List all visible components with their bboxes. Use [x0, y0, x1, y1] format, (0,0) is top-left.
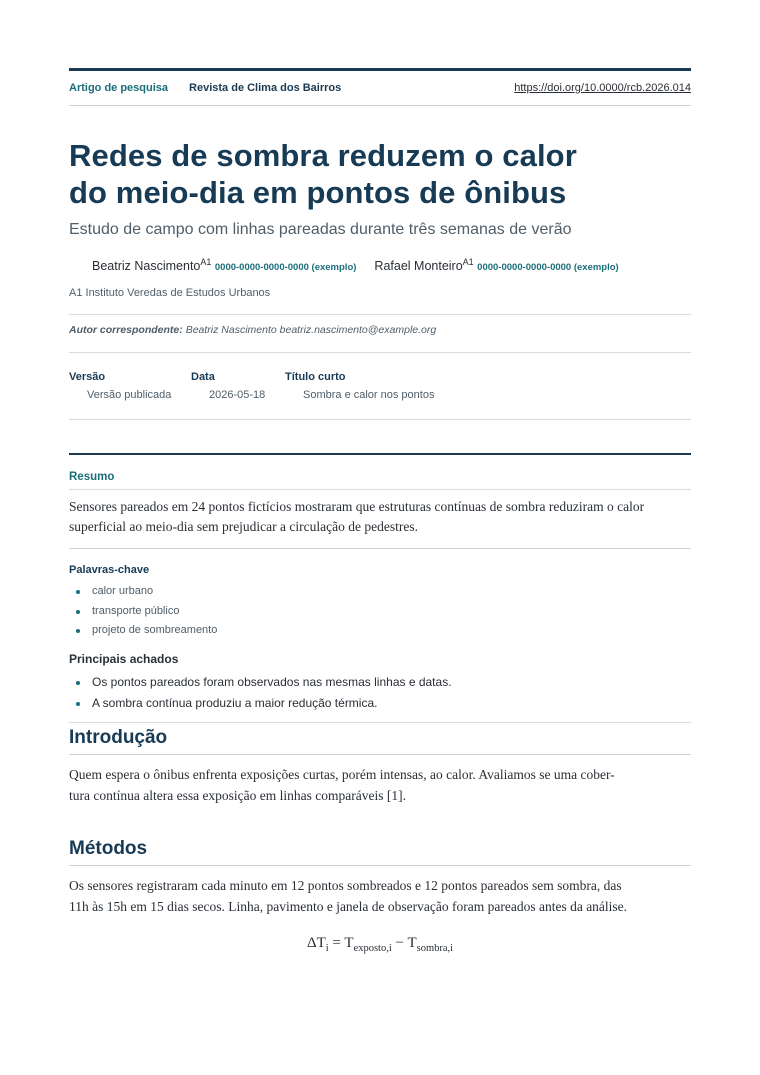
findings-heading: Principais achados [69, 651, 179, 666]
article-metadata [69, 352, 691, 419]
author-name[interactable]: Rafael Monteiro [374, 259, 463, 273]
author-2 [374, 257, 618, 273]
title-line-2: do meio-dia em pontos de ônibus [69, 175, 567, 210]
affiliation: A1 Instituto Veredas de Estudos Urbanos [69, 287, 271, 299]
finding-text: Os pontos pareados foram observados nas mesmas linhas e datas. [92, 674, 452, 689]
bullet-icon [76, 681, 80, 685]
author-affil-marker: A1 [200, 257, 212, 267]
article-title [69, 137, 691, 211]
abstract-text: Sensores pareados em 24 pontos fictícios mostraram que estruturas contínuas de sombra reduziram o calor superficial ao meio-dia sem prejudicar a circulação de pedestres. [69, 490, 691, 549]
meta-heading: Versão [69, 371, 106, 383]
corresponding-author [69, 314, 691, 346]
keywords-heading: Palavras-chave [69, 564, 150, 576]
meta-value: Sombra e calor nos pontos [303, 389, 435, 401]
methods-heading: Métodos [69, 834, 691, 866]
orcid-link[interactable]: 0000-0000-0000-0000 (exemplo) [214, 262, 357, 273]
equation [69, 935, 691, 954]
meta-heading: Data [191, 371, 215, 383]
introduction-line-1: Quem espera o ônibus enfrenta exposições curtas, porém intensas, ao calor. Avaliamos se uma cober- [69, 766, 615, 782]
author-list [69, 257, 691, 273]
finding-item [69, 693, 691, 714]
methods-text [69, 866, 691, 917]
orcid-link[interactable]: 0000-0000-0000-0000 (exemplo) [477, 262, 619, 273]
equation-lhs-sub: i [325, 942, 329, 954]
findings-list [69, 672, 691, 714]
introduction-line-2: tura contínua altera essa exposição em linhas comparáveis [1]. [69, 787, 406, 803]
journal-name[interactable]: Revista de Clima dos Bairros [189, 82, 342, 94]
methods-line-1: Os sensores registraram cada minuto em 12 pontos sombreados e 12 pontos pareados sem sombra, das [69, 877, 622, 893]
keyword-text: projeto de sombreamento [92, 624, 218, 636]
meta-heading: Título curto [285, 371, 346, 383]
meta-date [191, 371, 285, 419]
corresponding-text[interactable]: Beatriz Nascimento beatriz.nascimento@example.org [185, 324, 437, 336]
equation-equals: = T [328, 934, 354, 951]
author-affil-marker: A1 [462, 257, 474, 267]
meta-version [69, 371, 191, 419]
doi-link[interactable]: https://doi.org/10.0000/rcb.2026.014 [514, 82, 691, 94]
keyword-item [69, 621, 691, 641]
abstract-section [69, 453, 691, 549]
article-page [69, 68, 691, 954]
introduction-heading: Introdução [69, 723, 691, 755]
meta-value: Versão publicada [87, 389, 172, 401]
article-subtitle: Estudo de campo com linhas pareadas durante três semanas de verão [69, 221, 572, 238]
metadata-divider [69, 419, 691, 420]
methods-line-2: 11h às 15h em 15 dias secos. Linha, pavimento e janela de observação foram pareados antes da análise. [69, 898, 628, 914]
equation-sub-shade: sombra,i [416, 942, 454, 954]
bullet-icon [76, 590, 80, 594]
article-type: Artigo de pesquisa [69, 82, 169, 94]
bullet-icon [76, 702, 80, 706]
keywords-list [69, 582, 691, 641]
bullet-icon [76, 629, 80, 633]
methods-section [69, 834, 691, 954]
keyword-item [69, 602, 691, 622]
abstract-heading: Resumo [69, 455, 691, 490]
meta-value: 2026-05-18 [209, 389, 266, 401]
meta-short-title [285, 371, 434, 419]
author-1 [92, 257, 356, 273]
equation-minus: − T [391, 934, 417, 951]
finding-item [69, 672, 691, 693]
equation-lhs: ΔT [306, 934, 326, 951]
equation-sub-exposed: exposto,i [353, 942, 392, 954]
bullet-icon [76, 610, 80, 614]
keyword-text: calor urbano [92, 585, 154, 597]
keyword-item [69, 582, 691, 602]
title-line-1: Redes de sombra reduzem o calor [69, 138, 577, 173]
keyword-text: transporte público [92, 604, 180, 617]
introduction-section [69, 722, 691, 806]
finding-text: A sombra contínua produziu a maior redução térmica. [92, 695, 378, 710]
article-header-bar [69, 68, 691, 106]
author-name[interactable]: Beatriz Nascimento [92, 259, 201, 273]
introduction-text [69, 755, 691, 806]
corresponding-label: Autor correspondente: [69, 324, 183, 336]
